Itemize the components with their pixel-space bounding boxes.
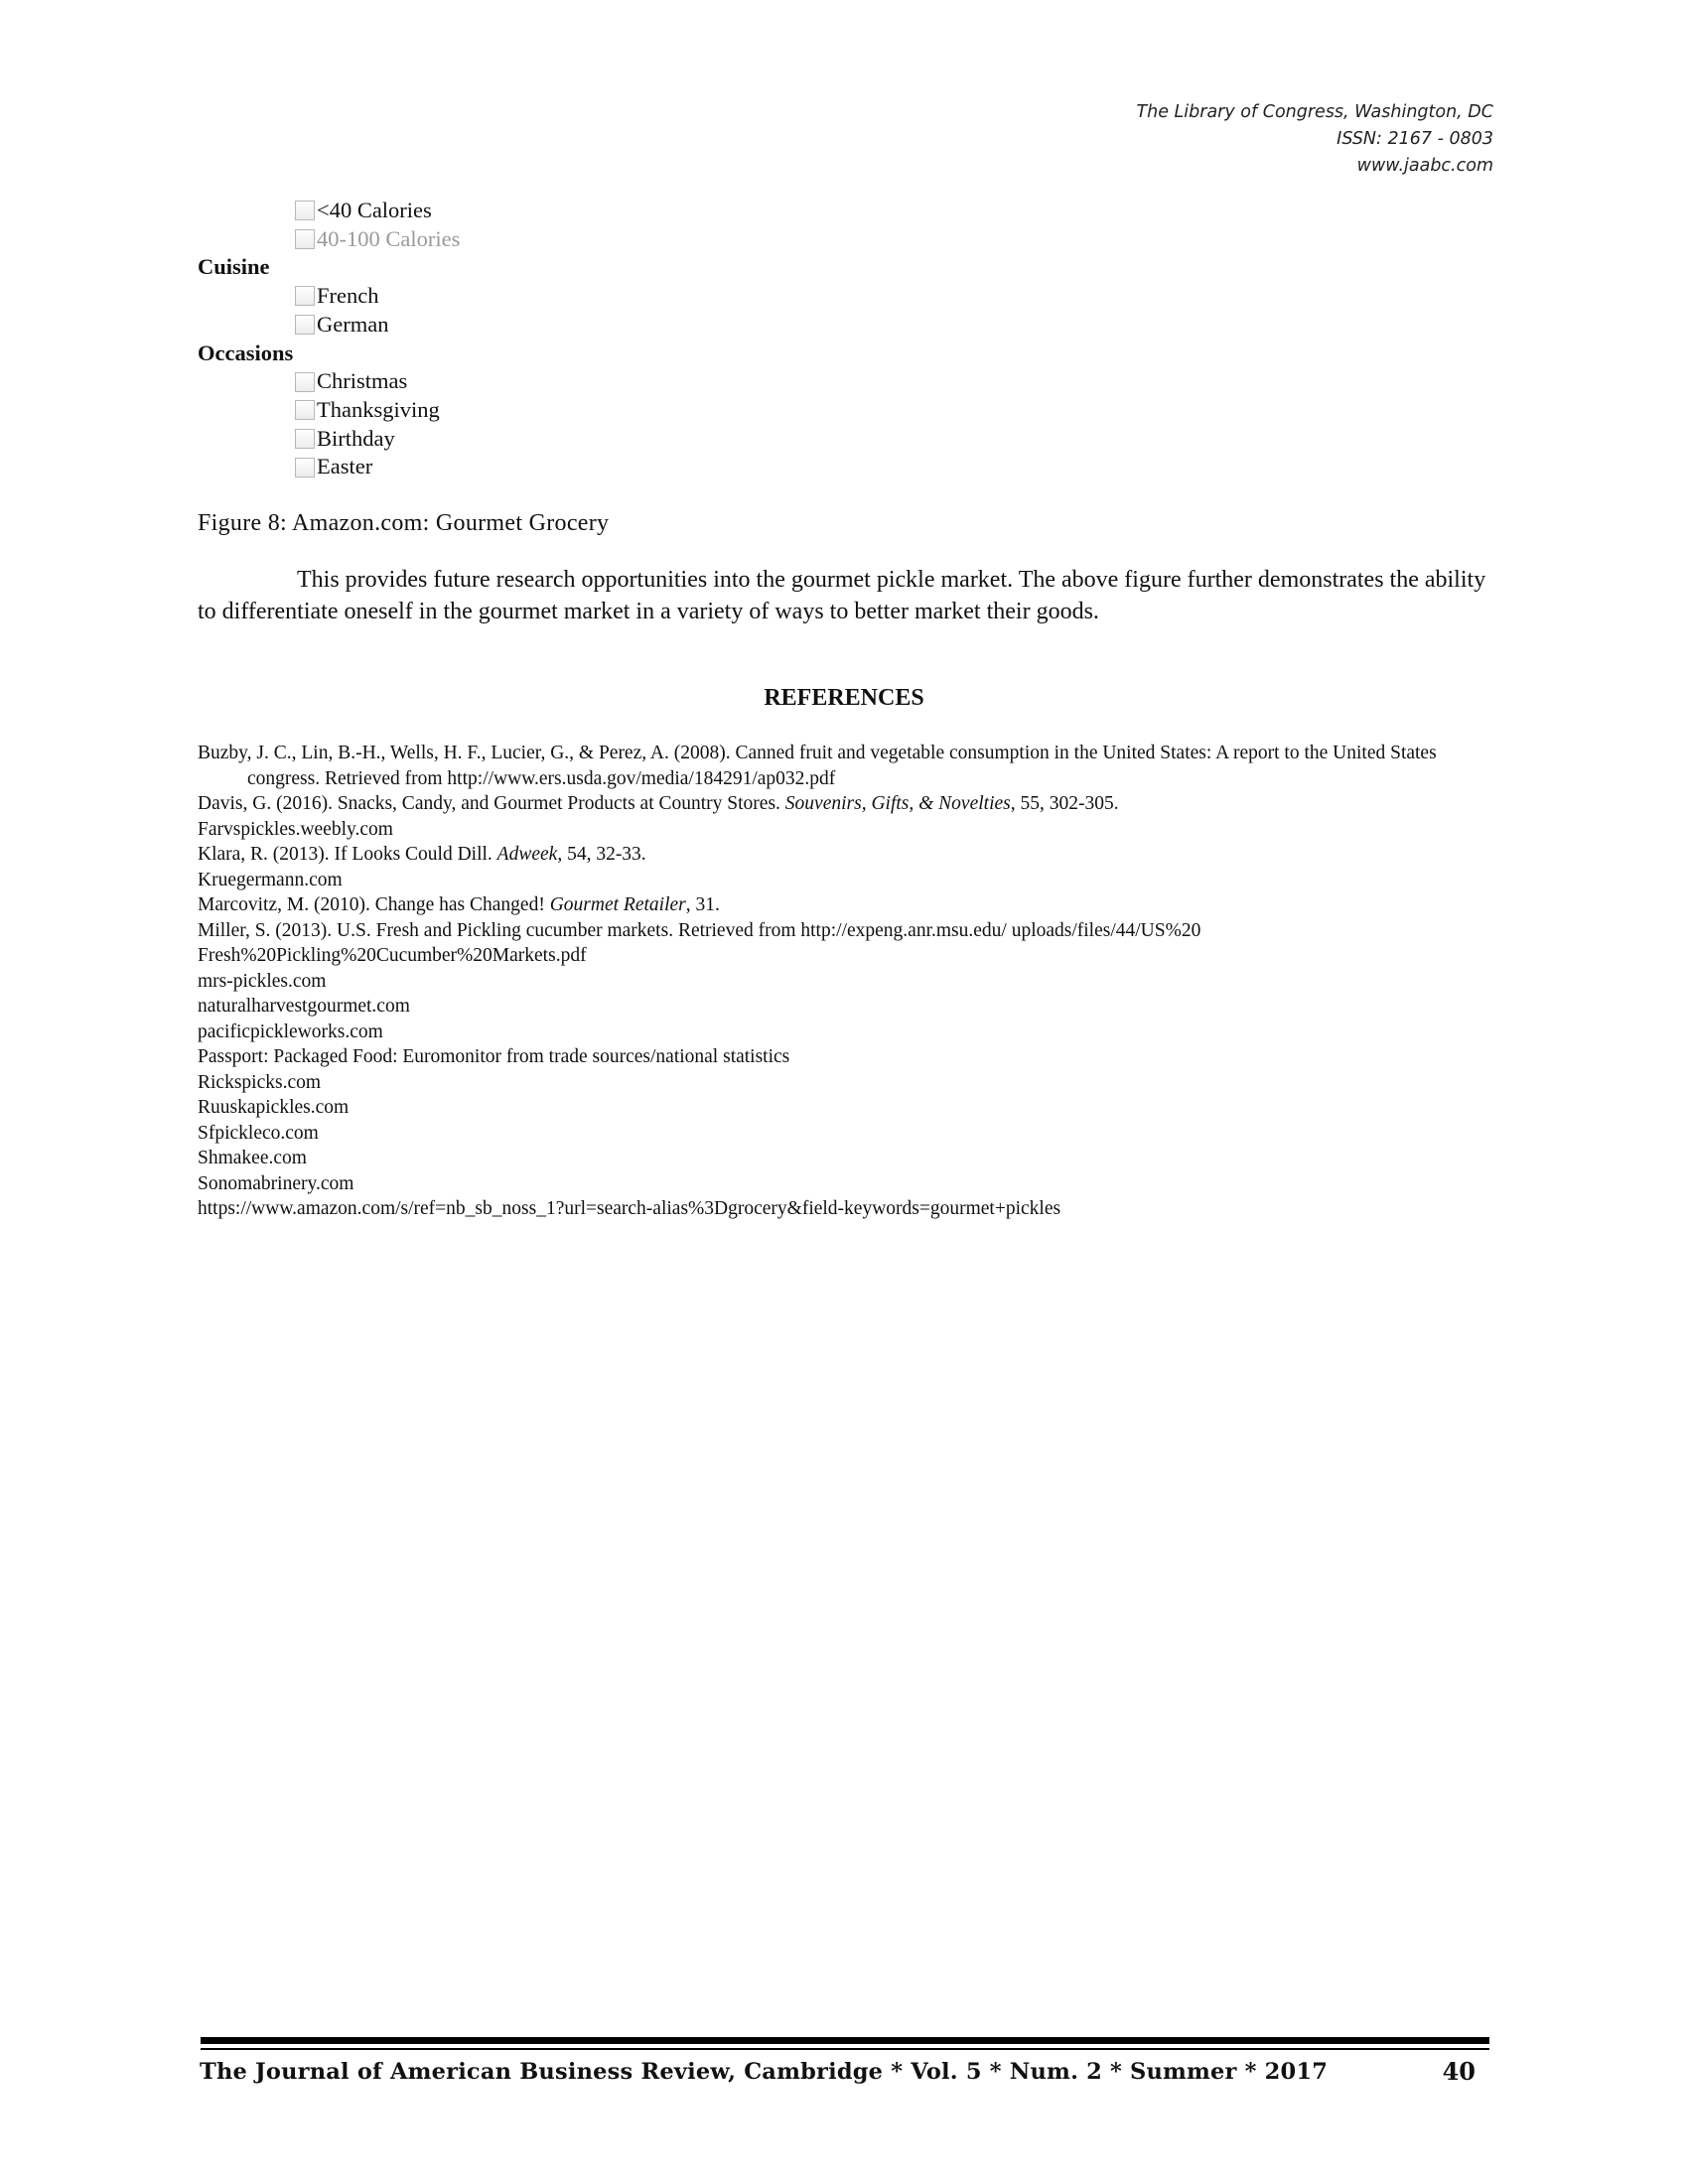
- occasion-option[interactable]: [198, 453, 893, 481]
- cuisine-heading: Cuisine: [198, 254, 270, 280]
- option-label: Birthday: [317, 425, 395, 451]
- reference-source: Gourmet Retailer: [549, 894, 686, 915]
- reference-text: Shmakee.com: [198, 1148, 307, 1168]
- reference-entry: [198, 1020, 1488, 1045]
- reference-entry: [198, 791, 1488, 817]
- reference-text: Marcovitz, M. (2010). Change has Changed!: [198, 894, 550, 915]
- reference-text: Passport: Packaged Food: Euromonitor from trade sources/national statistics: [198, 1046, 790, 1067]
- checkbox-icon[interactable]: [295, 372, 315, 392]
- calorie-option[interactable]: [198, 225, 893, 254]
- reference-entry: [198, 842, 1488, 868]
- option-label: German: [317, 311, 389, 337]
- reference-entry: [198, 1095, 1488, 1121]
- reference-text: Miller, S. (2013). U.S. Fresh and Pickling cucumber markets. Retrieved from http://expeng.anr.msu.edu/ uploads/files/44/US%20: [198, 919, 1201, 941]
- references-heading: REFERENCES: [764, 685, 924, 711]
- reference-entry: [198, 1070, 1488, 1096]
- footer-rule: [201, 2048, 1489, 2050]
- reference-entry: [198, 1171, 1488, 1197]
- option-label: Easter: [317, 454, 373, 479]
- reference-entry: [198, 1121, 1488, 1147]
- option-label: French: [317, 283, 379, 309]
- reference-entry: [198, 1044, 1488, 1070]
- cuisine-option[interactable]: [198, 282, 893, 311]
- reference-entry: [198, 1196, 1488, 1222]
- reference-entry: [198, 969, 1488, 995]
- reference-text: Fresh%20Pickling%20Cucumber%20Markets.pdf: [198, 945, 587, 966]
- reference-text: Sfpickleco.com: [198, 1122, 319, 1144]
- references-list: [198, 741, 1488, 1222]
- reference-details: , 31.: [685, 894, 720, 915]
- option-label: Thanksgiving: [317, 396, 440, 422]
- checkbox-icon[interactable]: [295, 315, 315, 335]
- reference-entry: [198, 892, 1488, 918]
- reference-text: pacificpickleworks.com: [198, 1021, 383, 1042]
- reference-text: Klara, R. (2013). If Looks Could Dill.: [198, 844, 497, 865]
- running-header: [1136, 99, 1493, 180]
- figure-filter-list: [198, 197, 893, 481]
- occasion-option[interactable]: [198, 396, 893, 425]
- reference-entry: [198, 817, 1488, 843]
- reference-details: , 55, 302-305.: [1010, 793, 1119, 814]
- reference-text: Kruegermann.com: [198, 869, 343, 890]
- reference-text: Farvspickles.weebly.com: [198, 818, 393, 840]
- calorie-option[interactable]: [198, 197, 893, 225]
- occasions-heading: Occasions: [198, 340, 294, 365]
- checkbox-icon[interactable]: [295, 286, 315, 306]
- reference-entry: [198, 918, 1488, 944]
- checkbox-icon[interactable]: [295, 229, 315, 249]
- reference-entry: [198, 1146, 1488, 1171]
- reference-text: Sonomabrinery.com: [198, 1172, 354, 1194]
- reference-details: , 54, 32-33.: [557, 844, 646, 865]
- body-paragraph: This provides future research opportunities into the gourmet pickle market. The above figure further demonstrates the ability to differentiate oneself in the gourmet market in a variety of ways to better market their goods.: [198, 567, 1486, 624]
- page-number: 40: [1442, 2057, 1476, 2086]
- reference-text: Ruuskapickles.com: [198, 1097, 350, 1118]
- footer-rule: [201, 2037, 1489, 2044]
- reference-text: Buzby, J. C., Lin, B.-H., Wells, H. F., Lucier, G., & Perez, A. (2008). Canned fruit and vegetable consumption in the United States: A report to the United States congress. Retrieved from http://www.ers.usda.gov/media/184291/ap032.pdf: [198, 743, 1437, 789]
- checkbox-icon[interactable]: [295, 429, 315, 449]
- reference-source: Adweek: [496, 844, 558, 865]
- checkbox-icon[interactable]: [295, 201, 315, 220]
- reference-source: Souvenirs, Gifts, & Novelties: [784, 793, 1011, 814]
- header-issn-line: ISSN: 2167 - 0803: [1336, 129, 1493, 149]
- header-website-line: www.jaabc.com: [1356, 156, 1493, 176]
- option-label: Christmas: [317, 368, 408, 394]
- option-label: 40-100 Calories: [317, 225, 461, 251]
- option-label: <40 Calories: [317, 198, 432, 222]
- reference-entry: [198, 943, 1488, 969]
- reference-text: Rickspicks.com: [198, 1071, 322, 1093]
- reference-text: https://www.amazon.com/s/ref=nb_sb_noss_1?url=search-alias%3Dgrocery&field-keywords=gourmet+pickles: [198, 1198, 1061, 1219]
- reference-text: naturalharvestgourmet.com: [198, 996, 410, 1017]
- reference-text: mrs-pickles.com: [198, 970, 327, 992]
- checkbox-icon[interactable]: [295, 458, 315, 478]
- reference-entry: [198, 994, 1488, 1020]
- reference-entry: [198, 868, 1488, 893]
- cuisine-option[interactable]: [198, 311, 893, 340]
- checkbox-icon[interactable]: [295, 400, 315, 420]
- header-library-line: The Library of Congress, Washington, DC: [1136, 102, 1493, 122]
- reference-text: Davis, G. (2016). Snacks, Candy, and Gourmet Products at Country Stores.: [198, 793, 785, 814]
- occasion-option[interactable]: [198, 367, 893, 396]
- occasion-option[interactable]: [198, 425, 893, 454]
- journal-footer: The Journal of American Business Review, Cambridge * Vol. 5 * Num. 2 * Summer * 2017: [200, 2059, 1329, 2085]
- reference-entry: [198, 741, 1488, 791]
- figure-caption: Figure 8: Amazon.com: Gourmet Grocery: [198, 510, 610, 536]
